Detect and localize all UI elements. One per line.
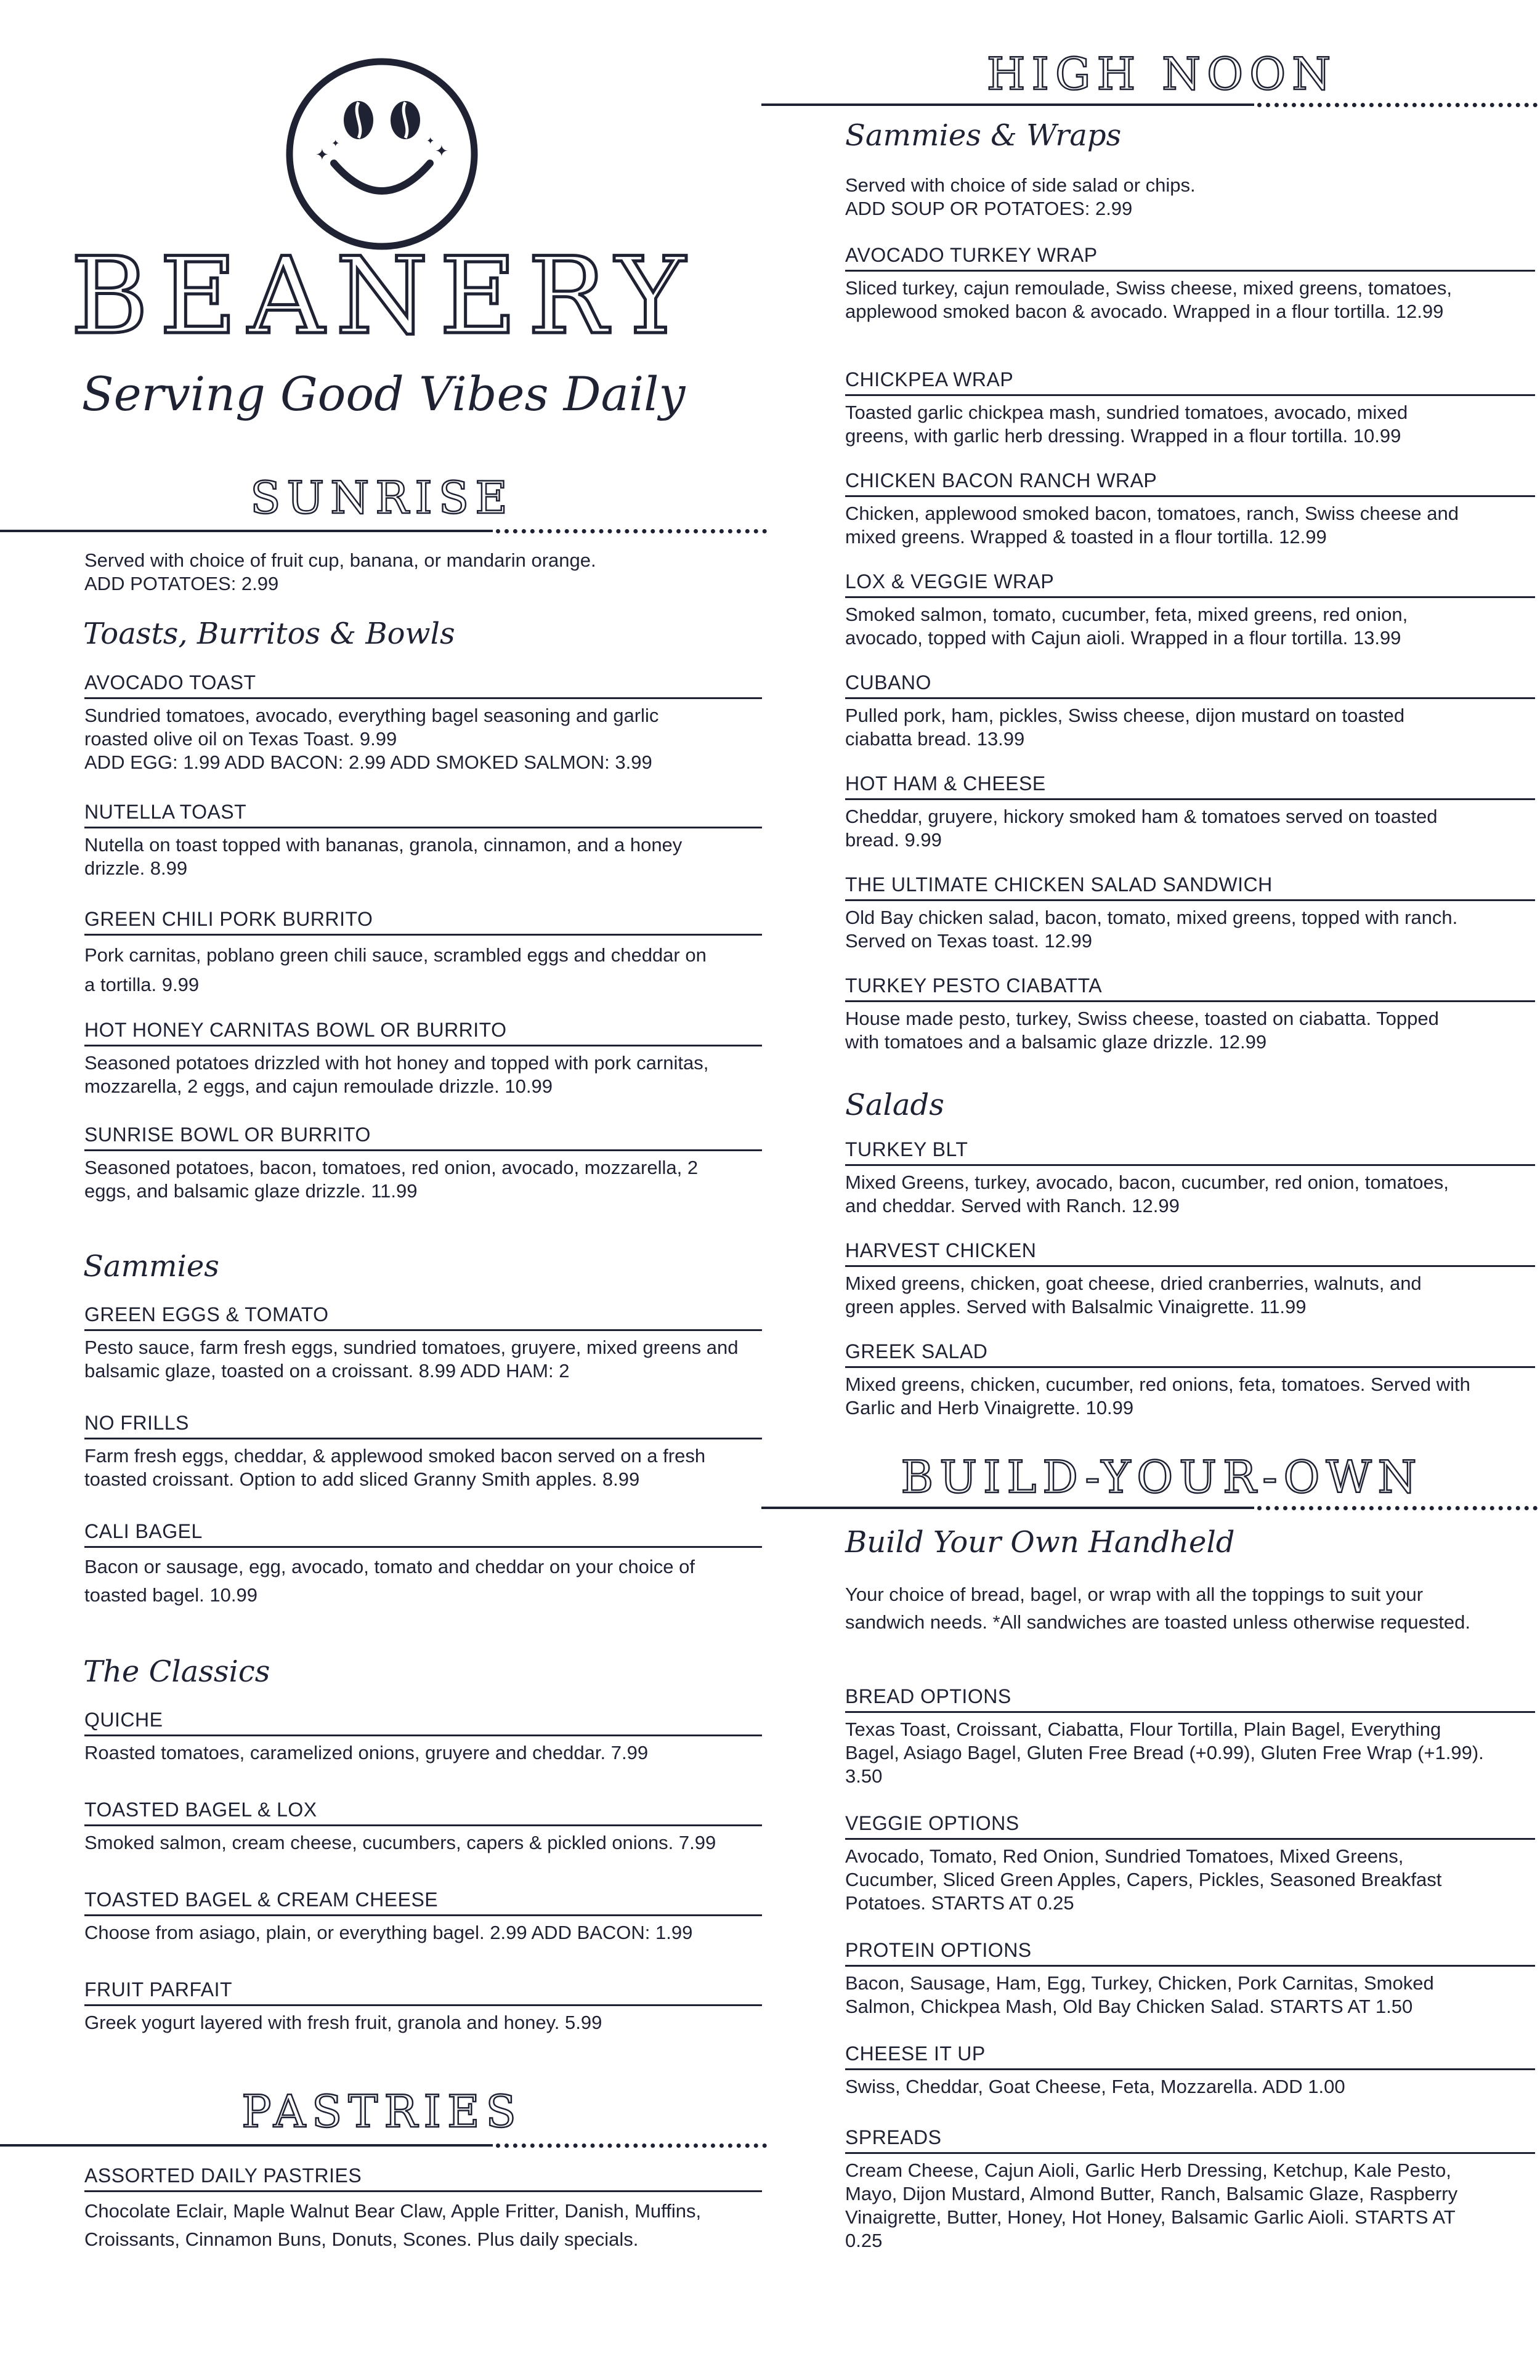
- menu-item-desc: Sliced turkey, cajun remoulade, Swiss cheese, mixed greens, tomatoes, applewood smoked bacon & avocado. Wrapped in a flour tortilla. 12.99: [845, 277, 1453, 322]
- svg-text:✦: ✦: [331, 139, 340, 149]
- menu-item-desc: Mixed greens, chicken, goat cheese, dried cranberries, walnuts, and green apples. Served with Balsalmic Vinaigrette. 11.99: [845, 1273, 1422, 1318]
- menu-item-name: GREEN CHILI PORK BURRITO: [84, 907, 762, 936]
- menu-item-desc: Seasoned potatoes, bacon, tomatoes, red onion, avocado, mozzarella, 2 eggs, and balsamic glaze drizzle. 11.99: [84, 1157, 699, 1202]
- menu-item: [845, 1339, 1535, 1420]
- menu-item-desc: Nutella on toast topped with bananas, granola, cinnamon, and a honey drizzle. 8.99: [84, 834, 683, 879]
- menu-item-name: HOT HONEY CARNITAS BOWL OR BURRITO: [84, 1018, 762, 1046]
- menu-item-desc: Pork carnitas, poblano green chili sauce, scrambled eggs and cheddar on a tortilla. 9.99: [84, 944, 707, 995]
- section-rule-dotted: [496, 2143, 767, 2148]
- section-title-build-your-own: BUILD-YOUR-OWN: [901, 1451, 1423, 1503]
- menu-item-desc: Sundried tomatoes, avocado, everything bagel seasoning and garlic roasted olive oil on Texas Toast. 9.99: [84, 705, 659, 750]
- menu-item-name: NUTELLA TOAST: [84, 799, 762, 828]
- menu-item-name: NO FRILLS: [84, 1411, 762, 1439]
- sunrise-note: [84, 549, 731, 596]
- menu-item-name: ASSORTED DAILY PASTRIES: [84, 2163, 762, 2192]
- section-rule: [0, 2144, 493, 2147]
- menu-item: [84, 1411, 762, 1491]
- section-title-sunrise: SUNRISE: [250, 472, 514, 524]
- subsection-title-salads: Salads: [845, 1088, 944, 1122]
- brand-name: BEANERY: [70, 234, 697, 358]
- menu-item-name: TOASTED BAGEL & LOX: [84, 1797, 762, 1826]
- sunrise-note-line: ADD POTATOES: 2.99: [84, 573, 279, 594]
- menu-item-desc: Mixed greens, chicken, cucumber, red onions, feta, tomatoes. Served with Garlic and Herb Vinaigrette. 10.99: [845, 1374, 1470, 1419]
- menu-item: [84, 1797, 762, 1855]
- menu-item-name: TOASTED BAGEL & CREAM CHEESE: [84, 1887, 762, 1916]
- sunrise-note-line: Served with choice of fruit cup, banana, or mandarin orange.: [84, 549, 596, 571]
- build-note: Your choice of bread, bagel, or wrap with all the toppings to suit your sandwich needs. *All sandwiches are toasted unless otherwise requested.: [845, 1584, 1470, 1633]
- menu-item-name: HARVEST CHICKEN: [845, 1238, 1535, 1267]
- menu-item-name: GREEK SALAD: [845, 1339, 1535, 1368]
- menu-item-desc: Swiss, Cheddar, Goat Cheese, Feta, Mozzarella. ADD 1.00: [845, 2076, 1345, 2097]
- high-noon-note: [845, 174, 1523, 221]
- menu-item: [84, 1519, 762, 1609]
- menu-item-desc: Cheddar, gruyere, hickory smoked ham & tomatoes served on toasted bread. 9.99: [845, 806, 1438, 851]
- menu-item-desc: Smoked salmon, tomato, cucumber, feta, mixed greens, red onion, avocado, topped with Cajun aioli. Wrapped in a flour tortilla. 13.99: [845, 604, 1408, 649]
- menu-item-desc: Chocolate Eclair, Maple Walnut Bear Claw, Apple Fritter, Danish, Muffins, Croissants, Cinnamon Buns, Donuts, Scones. Plus daily specials.: [84, 2200, 702, 2250]
- menu-item-name: SUNRISE BOWL OR BURRITO: [84, 1122, 762, 1151]
- brand-tagline: Serving Good Vibes Daily: [81, 366, 686, 421]
- menu-item: [84, 1977, 762, 2034]
- subsection-title-sammies: Sammies: [83, 1249, 219, 1284]
- menu-item: [845, 1137, 1535, 1218]
- menu-item-name: CALI BAGEL: [84, 1519, 762, 1548]
- menu-item-name: AVOCADO TURKEY WRAP: [845, 243, 1535, 272]
- section-rule-dotted: [1257, 1506, 1538, 1510]
- section-rule-dotted: [496, 529, 767, 533]
- menu-item: [845, 973, 1535, 1054]
- menu-item: [845, 1684, 1535, 1788]
- menu-item: [84, 1018, 762, 1098]
- menu-item-name: BREAD OPTIONS: [845, 1684, 1535, 1713]
- section-title-high-noon: HIGH NOON: [986, 48, 1337, 100]
- menu-item-desc: Mixed Greens, turkey, avocado, bacon, cucumber, red onion, tomatoes, and cheddar. Served with Ranch. 12.99: [845, 1172, 1449, 1216]
- subsection-title-classics: The Classics: [83, 1654, 270, 1689]
- high-noon-note-line: ADD SOUP OR POTATOES: 2.99: [845, 198, 1133, 219]
- menu-item-name: GREEN EGGS & TOMATO: [84, 1302, 762, 1331]
- menu-item-name: CHEESE IT UP: [845, 2041, 1535, 2070]
- section-rule: [761, 1507, 1254, 1509]
- menu-item-name: THE ULTIMATE CHICKEN SALAD SANDWICH: [845, 872, 1535, 901]
- menu-item-desc: Pulled pork, ham, pickles, Swiss cheese, dijon mustard on toasted ciabatta bread. 13.99: [845, 705, 1405, 750]
- menu-item-desc: Roasted tomatoes, caramelized onions, gruyere and cheddar. 7.99: [84, 1742, 649, 1763]
- menu-item-desc: Cream Cheese, Cajun Aioli, Garlic Herb Dressing, Ketchup, Kale Pesto, Mayo, Dijon Mustard, Almond Butter, Ranch, Balsamic Glaze, Raspberry Vinaigrette, Butter, Honey, Hot Honey, Balsamic Garlic Aioli. STARTS AT 0.25: [845, 2159, 1458, 2251]
- menu-item-name: TURKEY BLT: [845, 1137, 1535, 1166]
- menu-item-desc: Bacon, Sausage, Ham, Egg, Turkey, Chicken, Pork Carnitas, Smoked Salmon, Chickpea Mash, Old Bay Chicken Salad. STARTS AT 1.50: [845, 1972, 1434, 2017]
- menu-item-desc: Farm fresh eggs, cheddar, & applewood smoked bacon served on a fresh toasted croissant. Option to add sliced Granny Smith apples. 8.99: [84, 1445, 706, 1490]
- menu-item-name: TURKEY PESTO CIABATTA: [845, 973, 1535, 1002]
- menu-item: [845, 243, 1535, 323]
- subsection-title-toasts: Toasts, Burritos & Bowls: [83, 617, 455, 651]
- menu-item: [845, 2041, 1535, 2099]
- menu-item-desc: Bacon or sausage, egg, avocado, tomato and cheddar on your choice of toasted bagel. 10.99: [84, 1556, 695, 1606]
- menu-item: [84, 1887, 762, 1945]
- menu-item-desc: Seasoned potatoes drizzled with hot honey and topped with pork carnitas, mozzarella, 2 eggs, and cajun remoulade drizzle. 10.99: [84, 1052, 709, 1097]
- menu-item-desc: Smoked salmon, cream cheese, cucumbers, capers & pickled onions. 7.99: [84, 1832, 716, 1853]
- menu-item-desc: Old Bay chicken salad, bacon, tomato, mixed greens, topped with ranch. Served on Texas toast. 12.99: [845, 907, 1458, 952]
- svg-text:✦: ✦: [426, 136, 435, 147]
- section-rule-dotted: [1257, 103, 1538, 107]
- menu-item: [845, 468, 1535, 549]
- menu-item-name: FRUIT PARFAIT: [84, 1977, 762, 2006]
- menu-item: [84, 907, 762, 1000]
- menu-item-desc: Greek yogurt layered with fresh fruit, granola and honey. 5.99: [84, 2012, 602, 2033]
- svg-text:✦: ✦: [315, 145, 329, 164]
- menu-item: [84, 670, 762, 774]
- menu-item: [845, 367, 1535, 448]
- section-title-pastries: PASTRIES: [241, 2086, 522, 2137]
- menu-item-desc: Pesto sauce, farm fresh eggs, sundried tomatoes, gruyere, mixed greens and balsamic glaze, toasted on a croissant. 8.99 ADD HAM: 2: [84, 1337, 739, 1382]
- menu-item-name: CHICKEN BACON RANCH WRAP: [845, 468, 1535, 497]
- menu-item-desc: Texas Toast, Croissant, Ciabatta, Flour Tortilla, Plain Bagel, Everything Bagel, Asiago Bagel, Gluten Free Bread (+0.99), Gluten Free Wrap (+1.99). 3.50: [845, 1718, 1484, 1787]
- menu-item-desc: Avocado, Tomato, Red Onion, Sundried Tomatoes, Mixed Greens, Cucumber, Sliced Green Apples, Capers, Pickles, Seasoned Breakfast Potatoes. STARTS AT 0.25: [845, 1845, 1442, 1914]
- menu-item: [845, 872, 1535, 953]
- menu-item-name: VEGGIE OPTIONS: [845, 1811, 1535, 1840]
- section-rule: [761, 103, 1254, 106]
- menu-item-name: QUICHE: [84, 1707, 762, 1736]
- menu-item: [845, 1811, 1535, 1915]
- menu-item-name: SPREADS: [845, 2125, 1535, 2154]
- menu-item: [845, 2125, 1535, 2252]
- menu-item-name: CHICKPEA WRAP: [845, 367, 1535, 396]
- menu-item: [845, 771, 1535, 852]
- svg-text:✦: ✦: [435, 142, 448, 160]
- menu-item-desc: Toasted garlic chickpea mash, sundried tomatoes, avocado, mixed greens, with garlic herb dressing. Wrapped in a flour tortilla. 10.99: [845, 402, 1408, 447]
- menu-item-name: PROTEIN OPTIONS: [845, 1938, 1535, 1967]
- menu-item-desc: Chicken, applewood smoked bacon, tomatoes, ranch, Swiss cheese and mixed greens. Wrapped & toasted in a flour tortilla. 12.99: [845, 503, 1459, 548]
- menu-item-desc: Choose from asiago, plain, or everything bagel. 2.99 ADD BACON: 1.99: [84, 1922, 693, 1943]
- menu-item: [84, 1122, 762, 1203]
- menu-item-name: CUBANO: [845, 670, 1535, 699]
- menu-item: [84, 799, 762, 880]
- smiley-coffee-bean-logo-icon: [283, 55, 480, 253]
- menu-item-desc: House made pesto, turkey, Swiss cheese, toasted on ciabatta. Topped with tomatoes and a balsamic glaze drizzle. 12.99: [845, 1008, 1439, 1053]
- menu-item-name: AVOCADO TOAST: [84, 670, 762, 699]
- menu-item-addons: ADD EGG: 1.99 ADD BACON: 2.99 ADD SMOKED SALMON: 3.99: [84, 751, 652, 773]
- menu-item: [84, 1707, 762, 1765]
- menu-item: [84, 1302, 762, 1383]
- menu-item: [845, 1238, 1535, 1319]
- subsection-title-wraps: Sammies & Wraps: [845, 118, 1122, 153]
- subsection-title-build-handheld: Build Your Own Handheld: [845, 1525, 1235, 1560]
- high-noon-note-line: Served with choice of side salad or chips.: [845, 174, 1196, 196]
- menu-item: [845, 1938, 1535, 2018]
- menu-item: [84, 2163, 762, 2254]
- menu-item-name: LOX & VEGGIE WRAP: [845, 569, 1535, 598]
- menu-item: [845, 670, 1535, 751]
- menu-item-name: HOT HAM & CHEESE: [845, 771, 1535, 800]
- menu-item: [845, 569, 1535, 650]
- section-rule: [0, 530, 493, 532]
